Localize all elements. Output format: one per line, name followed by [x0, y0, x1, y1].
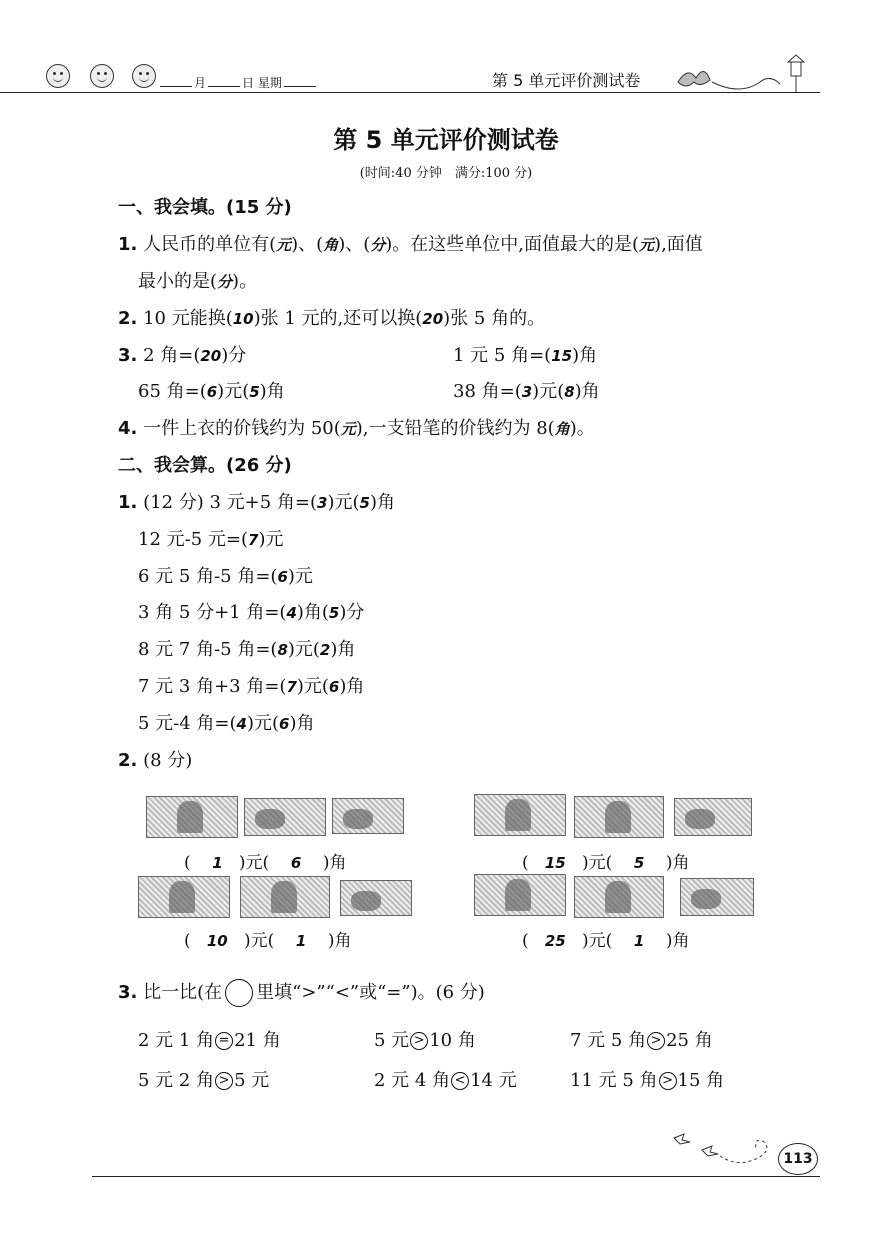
date-line: 月 日 星期 [158, 74, 318, 91]
q1-3-d: 38 角=(3)元(8)角 [453, 381, 600, 402]
compare-item: 7 元 5 角 > 25 角 [570, 1030, 713, 1051]
butterfly-lamp-decoration-icon [670, 52, 815, 96]
banknote-image [332, 798, 404, 834]
banknote-image [674, 798, 752, 836]
smiley-face-icon [46, 64, 70, 88]
banknote-image [680, 878, 754, 916]
exam-info: (时间:40 分钟 满分:100 分) [359, 166, 533, 181]
q1-2: 2. 10 元能换(10)张 1 元的,还可以换(20)张 5 角的。 [118, 308, 546, 329]
q2-2-answer-1: ( 1 )元( 6 )角 [184, 853, 347, 873]
compare-item: 5 元 2 角 > 5 元 [138, 1070, 270, 1091]
q2-1-row: 12 元-5 元=(7)元 [138, 529, 284, 550]
q1-3-a: 3. 2 角=(20)分 [118, 345, 247, 366]
section-1-heading: 一、我会填。(15 分) [118, 197, 292, 218]
banknote-image [474, 874, 566, 916]
banknote-image [340, 880, 412, 916]
q2-2-answer-4: ( 25 )元( 1 )角 [522, 931, 690, 951]
q2-1-row: 7 元 3 角+3 角=(7)元(6)角 [138, 676, 365, 697]
compare-item: 2 元 4 角 < 14 元 [374, 1070, 517, 1091]
page-number: 113 [778, 1143, 818, 1175]
q1-1-line2: 最小的是(分)。 [138, 271, 258, 292]
q1-1-line1: 1. 人民币的单位有(元)、(角)、(分)。在这些单位中,面值最大的是(元),面值 [118, 234, 703, 255]
q2-2-heading: 2. (8 分) [118, 750, 193, 771]
banknote-image [240, 876, 330, 918]
header-divider [0, 92, 820, 93]
smiley-face-icon [132, 64, 156, 88]
footer-divider [92, 1176, 820, 1177]
banknote-image [574, 796, 664, 838]
q1-3-b: 1 元 5 角=(15)角 [453, 345, 598, 366]
q2-1-row: 8 元 7 角-5 角=(8)元(2)角 [138, 639, 356, 660]
banknote-image [474, 794, 566, 836]
header-unit-title: 第 5 单元评价测试卷 [492, 71, 641, 90]
q2-2-answer-2: ( 15 )元( 5 )角 [522, 853, 690, 873]
banknote-image [138, 876, 230, 918]
q2-1-row: 6 元 5 角-5 角=(6)元 [138, 566, 313, 587]
banknote-image [146, 796, 238, 838]
compare-item: 11 元 5 角 > 15 角 [570, 1070, 725, 1091]
banknote-image [244, 798, 326, 836]
q2-1-row: 5 元-4 角=(4)元(6)角 [138, 713, 315, 734]
compare-item: 2 元 1 角 = 21 角 [138, 1030, 281, 1051]
section-2-heading: 二、我会算。(26 分) [118, 455, 292, 476]
q2-2-answer-3: ( 10 )元( 1 )角 [184, 931, 352, 951]
q2-1-row: 3 角 5 分+1 角=(4)角(5)分 [138, 602, 365, 623]
page-title: 第 5 单元评价测试卷 [333, 126, 559, 154]
q1-3-c: 65 角=(6)元(5)角 [138, 381, 285, 402]
bird-trail-decoration-icon [668, 1128, 778, 1172]
q1-4: 4. 一件上衣的价钱约为 50(元),一支铅笔的价钱约为 8(角)。 [118, 418, 595, 439]
empty-circle-icon [225, 979, 253, 1007]
compare-item: 5 元 > 10 角 [374, 1030, 476, 1051]
banknote-image [574, 876, 664, 918]
q2-3-heading: 3. 比一比(在 里填“>”“<”或“=”)。(6 分) [118, 978, 485, 1007]
q2-1-row: 1. (12 分) 3 元+5 角=(3)元(5)角 [118, 492, 395, 513]
smiley-face-icon [90, 64, 114, 88]
